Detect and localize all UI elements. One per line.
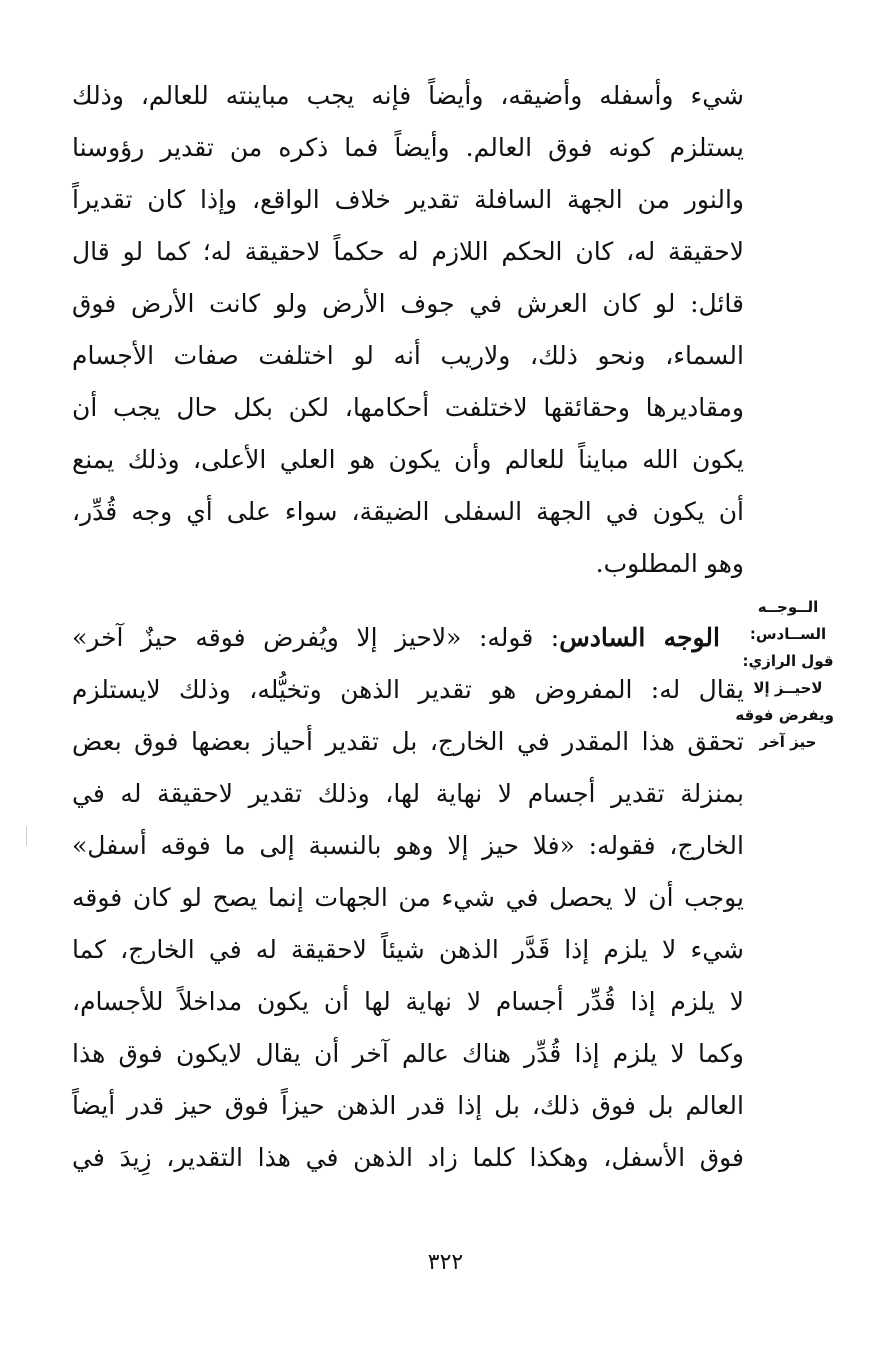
page-number: ٣٢٢ bbox=[427, 1250, 464, 1275]
text-line: الخارج، فقوله: «فلا حيز إلا وهو بالنسبة إلى ما فوقه أسفل» bbox=[72, 831, 744, 860]
text-line: ومقاديرها وحقائقها لاختلفت أحكامها، لكن بكل حال يجب أن bbox=[72, 393, 744, 422]
margin-note-line: ويفرض فوقه bbox=[735, 706, 834, 724]
paragraph-gap bbox=[72, 590, 744, 612]
text-line: يقال له: المفروض هو تقدير الذهن وتخيُّله، وذلك لايستلزم bbox=[72, 675, 744, 704]
text-line: لاحقيقة له، كان الحكم اللازم له حكماً لاحقيقة له؛ كما لو قال bbox=[72, 237, 744, 266]
text-line: يوجب أن لا يحصل في شيء من الجهات إنما يصح لو كان فوقه bbox=[72, 883, 744, 912]
text-line: شيء لا يلزم إذا قَدَّر الذهن شيئاً لاحقيقة له في الخارج، كما bbox=[72, 935, 744, 964]
text-line: بمنزلة تقدير أجسام لا نهاية لها، وذلك تقدير لاحقيقة له في bbox=[72, 779, 744, 808]
margin-note-line: قول الرازي: bbox=[742, 652, 834, 670]
margin-note-line: حيز آخر bbox=[759, 733, 817, 751]
text-line: وكما لا يلزم إذا قُدِّر هناك عالم آخر أن يقال لايكون فوق هذا bbox=[72, 1039, 744, 1068]
main-text-block bbox=[72, 70, 744, 1184]
text-line: تحقق هذا المقدر في الخارج، بل تقدير أحياز بعضها فوق بعض bbox=[72, 727, 744, 756]
paragraph-1 bbox=[72, 70, 744, 590]
margin-note-line: الــوجــه bbox=[757, 598, 819, 616]
margin-note-line: الســادس: bbox=[749, 625, 827, 643]
text-line: يستلزم كونه فوق العالم. وأيضاً فما ذكره من تقدير رؤوسنا bbox=[72, 133, 744, 162]
section-heading: الوجه السادس bbox=[559, 623, 720, 652]
text-line: العالم بل فوق ذلك، بل إذا قدر الذهن حيزاً فوق حيز قدر أيضاً bbox=[72, 1091, 744, 1120]
text-line: السماء، ونحو ذلك، ولاريب أنه لو اختلفت صفات الأجسام bbox=[72, 341, 744, 370]
margin-note-line: لاحيــز إلا bbox=[753, 679, 823, 697]
text-line: وهو المطلوب. bbox=[595, 549, 744, 578]
text-line-with-heading bbox=[72, 612, 744, 664]
paragraph-2 bbox=[72, 612, 744, 1184]
text-line: قائل: لو كان العرش في جوف الأرض ولو كانت الأرض فوق bbox=[72, 289, 744, 318]
heading-continuation: : قوله: «لاحيز إلا ويُفرض فوقه حيزٌ آخر» bbox=[72, 623, 560, 652]
text-line: أن يكون في الجهة السفلى الضيقة، سواء على أي وجه قُدِّر، bbox=[72, 497, 744, 526]
scan-artifact bbox=[26, 826, 27, 846]
text-line: والنور من الجهة السافلة تقدير خلاف الواقع، وإذا كان تقديراً bbox=[72, 185, 744, 214]
text-line: لا يلزم إذا قُدِّر أجسام لا نهاية لها أن يكون مداخلاً للأجسام، bbox=[72, 987, 744, 1016]
text-line: شيء وأسفله وأضيقه، وأيضاً فإنه يجب مباينته للعالم، وذلك bbox=[72, 81, 744, 110]
margin-note bbox=[735, 594, 834, 756]
text-line: يكون الله مبايناً للعالم وأن يكون هو العلي الأعلى، وذلك يمنع bbox=[72, 445, 744, 474]
text-line: فوق الأسفل، وهكذا كلما زاد الذهن في هذا التقدير، زِيدَ في bbox=[72, 1143, 744, 1172]
